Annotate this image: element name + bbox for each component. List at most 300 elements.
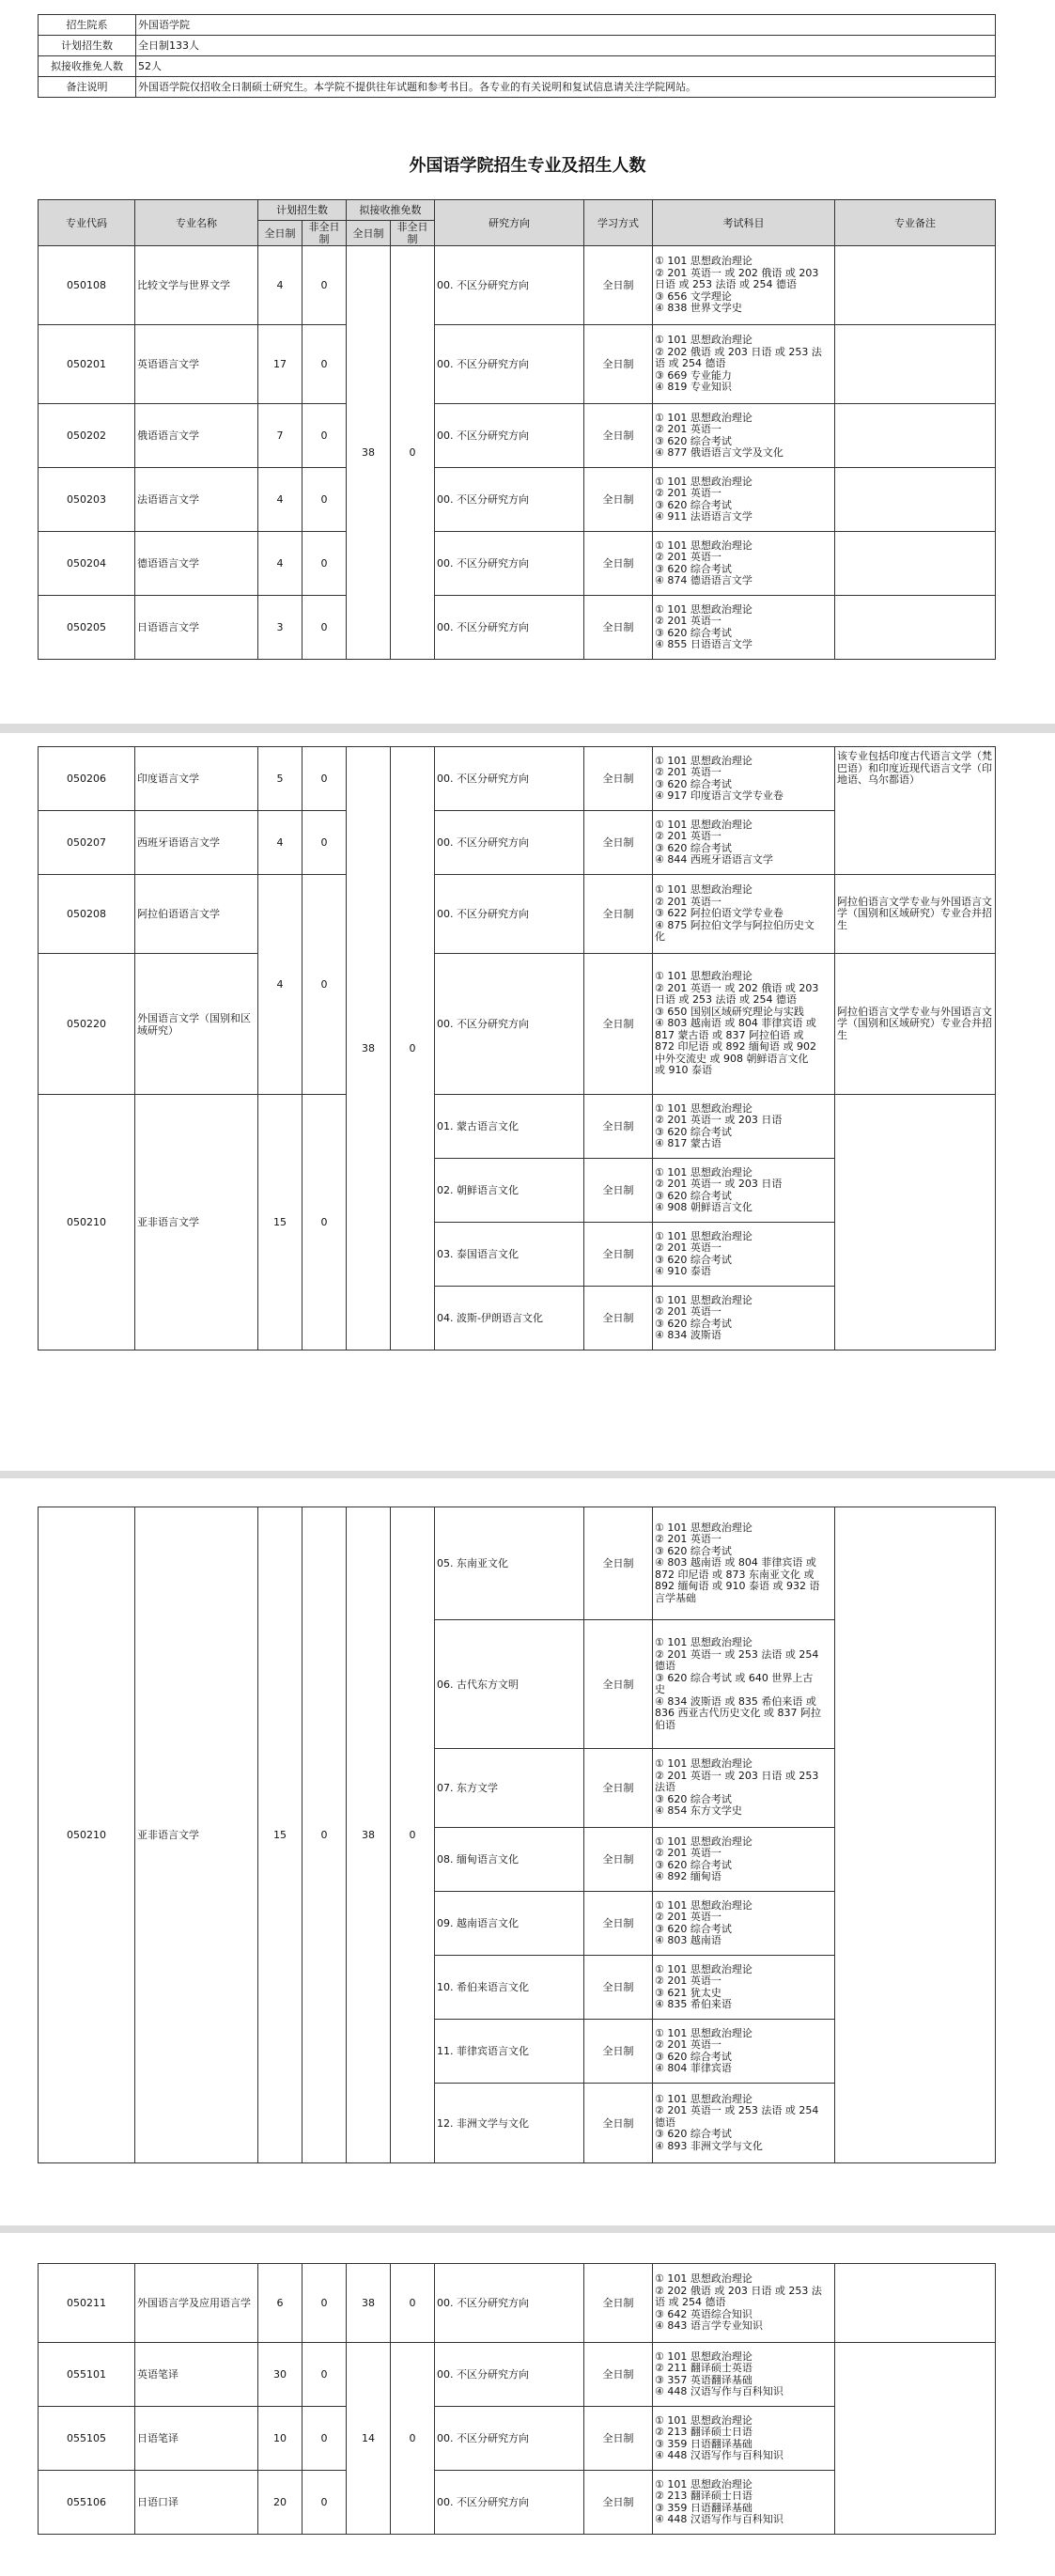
majors-table-4 xyxy=(38,2263,996,2535)
exam-subject-line: ③ 620 综合考试 或 640 世界上古 xyxy=(655,1671,814,1684)
table-row xyxy=(39,954,996,1095)
table-row xyxy=(39,747,996,811)
table-cell: 4 xyxy=(258,468,303,532)
majors-table-3 xyxy=(38,1507,996,2163)
table-cell: 00. 不区分研究方向 xyxy=(435,747,584,811)
exam-subject-line: ② 201 英语一 或 202 俄语 或 203 xyxy=(655,981,819,994)
table-cell: 日语笔译 xyxy=(135,2407,258,2471)
exam-subjects xyxy=(653,2264,835,2343)
table-cell: 00. 不区分研究方向 xyxy=(435,2343,584,2407)
exam-subject-line: ② 201 英语一 xyxy=(655,1911,721,1923)
table-cell: 14 xyxy=(347,2343,391,2535)
table-cell: 0 xyxy=(303,596,347,660)
exam-subject-line: ④ 892 缅甸语 xyxy=(655,1870,721,1882)
exam-subject-line: ④ 844 西班牙语语言文学 xyxy=(655,853,773,866)
exam-subject-line: 或 910 泰语 xyxy=(655,1064,712,1077)
exam-subject-line: 892 缅甸语 或 910 泰语 或 932 语 xyxy=(655,1580,820,1593)
table-cell: 10 xyxy=(258,2407,303,2471)
exam-subject-line: ① 101 思想政治理论 xyxy=(655,1834,752,1848)
table-cell: 0 xyxy=(303,246,347,325)
exam-subject-line: ③ 620 综合考试 xyxy=(655,434,732,447)
exam-subject-line: ③ 620 综合考试 xyxy=(655,841,732,854)
exam-subject-line: ① 101 思想政治理论 xyxy=(655,2350,752,2363)
col-name: 专业名称 xyxy=(135,200,258,246)
header-cell: 非全日制 xyxy=(303,221,347,246)
table-cell: 拟接收推免人数 xyxy=(39,56,136,77)
info-table xyxy=(38,14,996,98)
table-cell: 全日制 xyxy=(584,1892,653,1956)
exam-subject-line: ③ 620 综合考试 xyxy=(655,1858,732,1871)
exam-subject-line: ④ 803 越南语 或 804 菲律宾语 或 xyxy=(655,1556,816,1569)
exam-subject-line: ① 101 思想政治理论 xyxy=(655,2026,752,2039)
table-cell xyxy=(835,2343,996,2535)
exam-subject-line: ② 201 英语一 或 203 日语 xyxy=(655,1114,783,1126)
table-cell: 0 xyxy=(303,2264,347,2343)
table-cell: 20 xyxy=(258,2471,303,2535)
table-cell: 38 xyxy=(347,747,391,1350)
table-cell: 00. 不区分研究方向 xyxy=(435,2471,584,2535)
exam-subject-line: ② 201 英语一 xyxy=(655,1305,721,1318)
exam-subject-line: 日语 或 253 法语 或 254 德语 xyxy=(655,278,797,291)
exam-subject-line: ③ 620 综合考试 xyxy=(655,1792,732,1805)
table-cell: 0 xyxy=(303,2407,347,2471)
table-cell: 00. 不区分研究方向 xyxy=(435,811,584,875)
table-cell: 外国语学院仅招收全日制硕士研究生。本学院不提供往年试题和参考书目。各专业的有关说明和复试信息请关注学院网站。 xyxy=(136,77,996,98)
exam-subjects xyxy=(653,2471,835,2535)
exam-subject-line: ② 201 英语一 xyxy=(655,766,721,778)
exam-subjects xyxy=(653,532,835,596)
table-cell: 00. 不区分研究方向 xyxy=(435,875,584,954)
table-cell xyxy=(835,532,996,596)
exam-subject-line: ③ 620 综合考试 xyxy=(655,1253,732,1266)
exam-subject-line: ④ 448 汉语写作与百科知识 xyxy=(655,2513,783,2525)
table-cell: 全日制133人 xyxy=(136,36,996,56)
exam-subject-line: ② 201 英语一 xyxy=(655,551,721,563)
exam-subject-line: 言学基础 xyxy=(655,1591,696,1604)
exam-subject-line: 史 xyxy=(655,1683,665,1695)
exam-subjects xyxy=(653,596,835,660)
table-cell: 00. 不区分研究方向 xyxy=(435,954,584,1095)
table-cell: 30 xyxy=(258,2343,303,2407)
table-row xyxy=(39,404,996,468)
table-cell: 全日制 xyxy=(584,875,653,954)
table-cell: 7 xyxy=(258,404,303,468)
table-cell: 德语语言文学 xyxy=(135,532,258,596)
table-cell: 04. 波斯-伊朗语言文化 xyxy=(435,1287,584,1350)
exam-subject-line: 日语 或 253 法语 或 254 德语 xyxy=(655,993,797,1007)
table-cell: 西班牙语语言文学 xyxy=(135,811,258,875)
table-cell: 6 xyxy=(258,2264,303,2343)
table-cell: 0 xyxy=(303,325,347,404)
exam-subject-line: ④ 908 朝鲜语言文化 xyxy=(655,1201,752,1213)
exam-subject-line: 872 印尼语 或 873 东南亚文化 或 xyxy=(655,1568,815,1581)
exam-subject-line: ④ 893 非洲文学与文化 xyxy=(655,2139,763,2152)
table-cell: 0 xyxy=(303,747,347,811)
exam-subjects xyxy=(653,1287,835,1350)
table-cell xyxy=(835,1095,996,1350)
exam-subject-line: ② 202 俄语 或 203 日语 或 253 法 xyxy=(655,345,822,358)
table-cell: 俄语语言文学 xyxy=(135,404,258,468)
table-row xyxy=(39,325,996,404)
exam-subject-line: 德语 xyxy=(655,1660,675,1672)
table-cell: 055101 xyxy=(39,2343,135,2407)
exam-subject-line: ① 101 思想政治理论 xyxy=(655,255,752,268)
table-cell: 050207 xyxy=(39,811,135,875)
exam-subject-line: ③ 656 文学理论 xyxy=(655,289,732,303)
exam-subjects xyxy=(653,1620,835,1749)
exam-subject-line: ① 101 思想政治理论 xyxy=(655,539,752,552)
table-cell: 全日制 xyxy=(584,2407,653,2471)
exam-subjects xyxy=(653,2343,835,2407)
exam-subjects xyxy=(653,468,835,532)
exam-subject-line: ② 201 英语一 或 203 日语 或 253 xyxy=(655,1769,819,1782)
table-cell: 全日制 xyxy=(584,246,653,325)
table-cell: 12. 非洲文学与文化 xyxy=(435,2084,584,2163)
exam-subject-line: ③ 669 专业能力 xyxy=(655,368,732,382)
exam-subject-line: ④ 817 蒙古语 xyxy=(655,1137,721,1149)
exam-subject-line: ① 101 思想政治理论 xyxy=(655,1757,752,1771)
table-cell: 计划招生数 xyxy=(39,36,136,56)
header-cell: 非全日制 xyxy=(391,221,435,246)
majors-table-1 xyxy=(38,199,996,660)
table-row xyxy=(39,246,996,325)
exam-subject-line: ① 101 思想政治理论 xyxy=(655,970,752,983)
exam-subject-line: ② 201 英语一 xyxy=(655,1533,721,1546)
table-cell: 全日制 xyxy=(584,1159,653,1223)
page-3 xyxy=(0,1478,1055,2225)
table-row xyxy=(39,1095,996,1159)
table-cell: 38 xyxy=(347,2264,391,2343)
table-row xyxy=(39,2264,996,2343)
exam-subject-line: ③ 622 阿拉伯语文学专业卷 xyxy=(655,907,783,920)
exam-subject-line: ③ 620 综合考试 xyxy=(655,1125,732,1138)
table-cell: 050210 xyxy=(39,1507,135,2163)
table-cell: 日语语言文学 xyxy=(135,596,258,660)
exam-subject-line: ④ 804 菲律宾语 xyxy=(655,2062,732,2074)
table-cell: 全日制 xyxy=(584,811,653,875)
exam-subject-line: ① 101 思想政治理论 xyxy=(655,334,752,347)
majors-table-2 xyxy=(38,746,996,1350)
exam-subjects xyxy=(653,1828,835,1892)
exam-subject-line: ② 201 英语一 xyxy=(655,1241,721,1254)
info-row xyxy=(39,77,996,98)
table-cell: 0 xyxy=(303,1095,347,1350)
page-1 xyxy=(0,0,1055,724)
table-cell xyxy=(835,325,996,404)
exam-subjects xyxy=(653,954,835,1095)
page-4 xyxy=(0,2233,1055,2576)
table-cell: 050208 xyxy=(39,875,135,954)
table-cell: 10. 希伯来语言文化 xyxy=(435,1956,584,2020)
table-cell: 外国语言学及应用语言学 xyxy=(135,2264,258,2343)
table-cell: 03. 泰国语言文化 xyxy=(435,1223,584,1287)
table-cell: 09. 越南语言文化 xyxy=(435,1892,584,1956)
table-cell: 01. 蒙古语言文化 xyxy=(435,1095,584,1159)
exam-subject-line: ② 213 翻译硕士日语 xyxy=(655,2426,752,2438)
table-cell: 全日制 xyxy=(584,1956,653,2020)
table-row xyxy=(39,596,996,660)
info-row xyxy=(39,36,996,56)
table-cell: 00. 不区分研究方向 xyxy=(435,2264,584,2343)
exam-subjects xyxy=(653,2020,835,2084)
exam-subject-line: ③ 620 综合考试 xyxy=(655,1922,732,1935)
exam-subject-line: ② 201 英语一 xyxy=(655,1975,721,1987)
col-subj: 考试科目 xyxy=(653,200,835,246)
exam-subjects xyxy=(653,875,835,954)
table-cell: 050203 xyxy=(39,468,135,532)
page-2 xyxy=(0,733,1055,1471)
exam-subject-line: ① 101 思想政治理论 xyxy=(655,883,752,897)
table-cell xyxy=(835,596,996,660)
exam-subject-line: ④ 448 汉语写作与百科知识 xyxy=(655,2449,783,2461)
table-cell: 00. 不区分研究方向 xyxy=(435,532,584,596)
exam-subject-line: ③ 621 犹太史 xyxy=(655,1986,721,1999)
exam-subject-line: ② 201 英语一 或 253 法语 或 254 xyxy=(655,1647,819,1661)
table-cell: 4 xyxy=(258,875,303,1095)
table-cell: 3 xyxy=(258,596,303,660)
table-cell: 00. 不区分研究方向 xyxy=(435,468,584,532)
exam-subject-line: ④ 803 越南语 xyxy=(655,1934,721,1946)
exam-subject-line: ② 201 英语一 xyxy=(655,2038,721,2051)
exam-subject-line: ① 101 思想政治理论 xyxy=(655,1521,752,1534)
exam-subjects xyxy=(653,2407,835,2471)
table-cell: 0 xyxy=(303,875,347,1095)
table-cell: 全日制 xyxy=(584,1749,653,1828)
table-cell: 全日制 xyxy=(584,2471,653,2535)
table-cell: 00. 不区分研究方向 xyxy=(435,404,584,468)
table-cell: 0 xyxy=(303,404,347,468)
exam-subject-line: ③ 620 综合考试 xyxy=(655,498,732,511)
table-cell: 全日制 xyxy=(584,1223,653,1287)
table-cell: 阿拉伯语语言文学 xyxy=(135,875,258,954)
table-cell xyxy=(835,246,996,325)
exam-subject-line: ① 101 思想政治理论 xyxy=(655,411,752,424)
table-cell: 该专业包括印度古代语言文学（梵巴语）和印度近现代语言文学（印地语、乌尔都语） xyxy=(835,747,996,875)
table-cell: 050220 xyxy=(39,954,135,1095)
table-cell: 050205 xyxy=(39,596,135,660)
table-cell: 阿拉伯语言文学专业与外国语言文学（国别和区域研究）专业合并招生 xyxy=(835,875,996,954)
exam-subject-line: ③ 620 综合考试 xyxy=(655,2050,732,2063)
exam-subject-line: ④ 819 专业知识 xyxy=(655,381,732,394)
table-cell: 08. 缅甸语言文化 xyxy=(435,1828,584,1892)
exam-subject-line: ③ 642 英语综合知识 xyxy=(655,2307,752,2320)
table-cell: 备注说明 xyxy=(39,77,136,98)
exam-subject-line: ④ 875 阿拉伯文学与阿拉伯历史文 xyxy=(655,918,815,931)
header-cell: 全日制 xyxy=(347,221,391,246)
table-cell: 52人 xyxy=(136,56,996,77)
table-cell: 05. 东南亚文化 xyxy=(435,1507,584,1620)
table-cell: 0 xyxy=(391,2343,435,2535)
table-cell: 38 xyxy=(347,246,391,660)
exam-subject-line: ③ 359 日语翻译基础 xyxy=(655,2501,752,2514)
exam-subject-line: ④ 834 波斯语 或 835 希伯来语 或 xyxy=(655,1694,816,1708)
table-cell xyxy=(835,2264,996,2343)
table-cell: 全日制 xyxy=(584,2343,653,2407)
exam-subject-line: ③ 620 综合考试 xyxy=(655,2128,732,2141)
col-tuimian: 拟接收推免数 xyxy=(347,200,435,221)
exam-subject-line: ① 101 思想政治理论 xyxy=(655,2272,752,2286)
table-cell: 全日制 xyxy=(584,954,653,1095)
table-row xyxy=(39,532,996,596)
table-cell: 全日制 xyxy=(584,596,653,660)
table-cell: 38 xyxy=(347,1507,391,2163)
col-plan: 计划招生数 xyxy=(258,200,347,221)
table-cell: 全日制 xyxy=(584,325,653,404)
table-cell: 0 xyxy=(303,811,347,875)
table-cell: 英语笔译 xyxy=(135,2343,258,2407)
exam-subject-line: ② 201 英语一 xyxy=(655,895,721,908)
col-mode: 学习方式 xyxy=(584,200,653,246)
exam-subject-line: ① 101 思想政治理论 xyxy=(655,2092,752,2105)
table-cell: 外国语言文学（国别和区域研究） xyxy=(135,954,258,1095)
table-cell: 4 xyxy=(258,811,303,875)
exam-subject-line: 语 或 254 德语 xyxy=(655,357,726,370)
col-code: 专业代码 xyxy=(39,200,135,246)
table-cell: 全日制 xyxy=(584,2020,653,2084)
header-cell: 全日制 xyxy=(258,221,303,246)
exam-subject-line: ④ 855 日语语言文学 xyxy=(655,638,752,650)
exam-subject-line: ① 101 思想政治理论 xyxy=(655,2477,752,2490)
table-cell: 比较文学与世界文学 xyxy=(135,246,258,325)
exam-subjects xyxy=(653,1956,835,2020)
table-cell: 0 xyxy=(391,246,435,660)
exam-subjects xyxy=(653,1223,835,1287)
exam-subject-line: ③ 620 综合考试 xyxy=(655,562,732,575)
exam-subjects xyxy=(653,1159,835,1223)
exam-subject-line: ③ 359 日语翻译基础 xyxy=(655,2437,752,2450)
table-cell: 00. 不区分研究方向 xyxy=(435,246,584,325)
table-cell: 050206 xyxy=(39,747,135,811)
table-cell xyxy=(835,1507,996,2163)
table-cell: 印度语言文学 xyxy=(135,747,258,811)
table-cell: 外国语学院 xyxy=(136,15,996,36)
table-cell: 0 xyxy=(303,532,347,596)
exam-subject-line: ① 101 思想政治理论 xyxy=(655,1962,752,1975)
table-cell: 亚非语言文学 xyxy=(135,1095,258,1350)
table-cell: 02. 朝鲜语言文化 xyxy=(435,1159,584,1223)
exam-subject-line: ② 201 英语一 xyxy=(655,615,721,627)
table-cell: 全日制 xyxy=(584,747,653,811)
exam-subject-line: ② 201 英语一 xyxy=(655,423,721,435)
table-cell: 5 xyxy=(258,747,303,811)
exam-subject-line: ① 101 思想政治理论 xyxy=(655,1636,752,1648)
exam-subject-line: ② 201 英语一 或 253 法语 或 254 xyxy=(655,2104,819,2117)
exam-subject-line: ② 201 英语一 或 202 俄语 或 203 xyxy=(655,266,819,279)
table-cell: 050202 xyxy=(39,404,135,468)
table-cell: 00. 不区分研究方向 xyxy=(435,596,584,660)
header-row xyxy=(39,200,996,221)
table-cell: 日语口译 xyxy=(135,2471,258,2535)
table-cell: 全日制 xyxy=(584,1828,653,1892)
exam-subject-line: 化 xyxy=(655,930,665,944)
exam-subject-line: ① 101 思想政治理论 xyxy=(655,2413,752,2427)
exam-subjects xyxy=(653,246,835,325)
exam-subject-line: ① 101 思想政治理论 xyxy=(655,1229,752,1242)
exam-subject-line: 836 西亚古代历史文化 或 837 阿拉 xyxy=(655,1707,821,1719)
col-dir: 研究方向 xyxy=(435,200,584,246)
info-row xyxy=(39,56,996,77)
table-cell: 招生院系 xyxy=(39,15,136,36)
table-cell: 全日制 xyxy=(584,404,653,468)
exam-subject-line: ② 201 英语一 xyxy=(655,1847,721,1859)
exam-subject-line: 语 或 254 德语 xyxy=(655,2296,726,2309)
table-cell: 055106 xyxy=(39,2471,135,2535)
exam-subject-line: 中外交流史 或 908 朝鲜语言文化 xyxy=(655,1052,809,1065)
exam-subject-line: 872 印尼语 或 892 缅甸语 或 902 xyxy=(655,1040,816,1054)
exam-subjects xyxy=(653,1095,835,1159)
table-cell: 050108 xyxy=(39,246,135,325)
table-cell: 050211 xyxy=(39,2264,135,2343)
table-cell: 全日制 xyxy=(584,1287,653,1350)
exam-subject-line: ② 201 英语一 xyxy=(655,830,721,842)
exam-subject-line: ③ 620 综合考试 xyxy=(655,626,732,639)
table-cell: 全日制 xyxy=(584,1507,653,1620)
exam-subject-line: ③ 620 综合考试 xyxy=(655,1544,732,1557)
exam-subjects xyxy=(653,325,835,404)
exam-subject-line: ④ 838 世界文学史 xyxy=(655,302,742,315)
exam-subject-line: ② 213 翻译硕士日语 xyxy=(655,2490,752,2502)
table-cell: 法语语言文学 xyxy=(135,468,258,532)
exam-subject-line: ② 211 翻译硕士英语 xyxy=(655,2362,752,2374)
table-cell: 15 xyxy=(258,1095,303,1350)
table-cell: 050201 xyxy=(39,325,135,404)
table-cell: 全日制 xyxy=(584,1095,653,1159)
exam-subject-line: 817 蒙古语 或 837 阿拉伯语 或 xyxy=(655,1028,804,1041)
exam-subject-line: ① 101 思想政治理论 xyxy=(655,475,752,488)
exam-subject-line: 德语 xyxy=(655,2115,675,2129)
table-cell: 0 xyxy=(303,1507,347,2163)
exam-subject-line: ② 202 俄语 或 203 日语 或 253 法 xyxy=(655,2284,822,2297)
exam-subjects xyxy=(653,1749,835,1828)
exam-subjects xyxy=(653,2084,835,2163)
table-cell: 全日制 xyxy=(584,1620,653,1749)
table-cell: 11. 菲律宾语言文化 xyxy=(435,2020,584,2084)
table-cell: 07. 东方文学 xyxy=(435,1749,584,1828)
table-cell: 全日制 xyxy=(584,532,653,596)
exam-subject-line: ④ 854 东方文学史 xyxy=(655,1804,742,1818)
exam-subject-line: ① 101 思想政治理论 xyxy=(655,1898,752,1912)
exam-subject-line: ① 101 思想政治理论 xyxy=(655,754,752,767)
exam-subject-line: ④ 877 俄语语言文学及文化 xyxy=(655,446,783,459)
exam-subject-line: 法语 xyxy=(655,1781,675,1794)
exam-subject-line: ① 101 思想政治理论 xyxy=(655,1293,752,1306)
exam-subjects xyxy=(653,747,835,811)
table-cell xyxy=(835,468,996,532)
table-cell: 全日制 xyxy=(584,2084,653,2163)
page-title: 外国语学院招生专业及招生人数 xyxy=(409,156,646,176)
info-row xyxy=(39,15,996,36)
exam-subject-line: ③ 650 国别区域研究理论与实践 xyxy=(655,1005,804,1018)
table-row xyxy=(39,2343,996,2407)
table-cell: 全日制 xyxy=(584,2264,653,2343)
exam-subjects xyxy=(653,404,835,468)
exam-subject-line: ③ 620 综合考试 xyxy=(655,1189,732,1202)
exam-subject-line: ④ 917 印度语言文学专业卷 xyxy=(655,789,783,802)
table-row xyxy=(39,468,996,532)
exam-subject-line: ④ 874 德语语言文学 xyxy=(655,574,752,586)
exam-subject-line: ① 101 思想政治理论 xyxy=(655,818,752,831)
col-remark: 专业备注 xyxy=(835,200,996,246)
exam-subject-line: ④ 911 法语语言文学 xyxy=(655,510,752,523)
table-cell: 055105 xyxy=(39,2407,135,2471)
table-cell: 00. 不区分研究方向 xyxy=(435,325,584,404)
exam-subject-line: ① 101 思想政治理论 xyxy=(655,1101,752,1115)
table-cell xyxy=(835,404,996,468)
table-row xyxy=(39,875,996,954)
exam-subject-line: ② 201 英语一 或 203 日语 xyxy=(655,1178,783,1190)
table-cell: 0 xyxy=(303,2471,347,2535)
exam-subject-line: ④ 803 越南语 或 804 菲律宾语 或 xyxy=(655,1017,816,1030)
